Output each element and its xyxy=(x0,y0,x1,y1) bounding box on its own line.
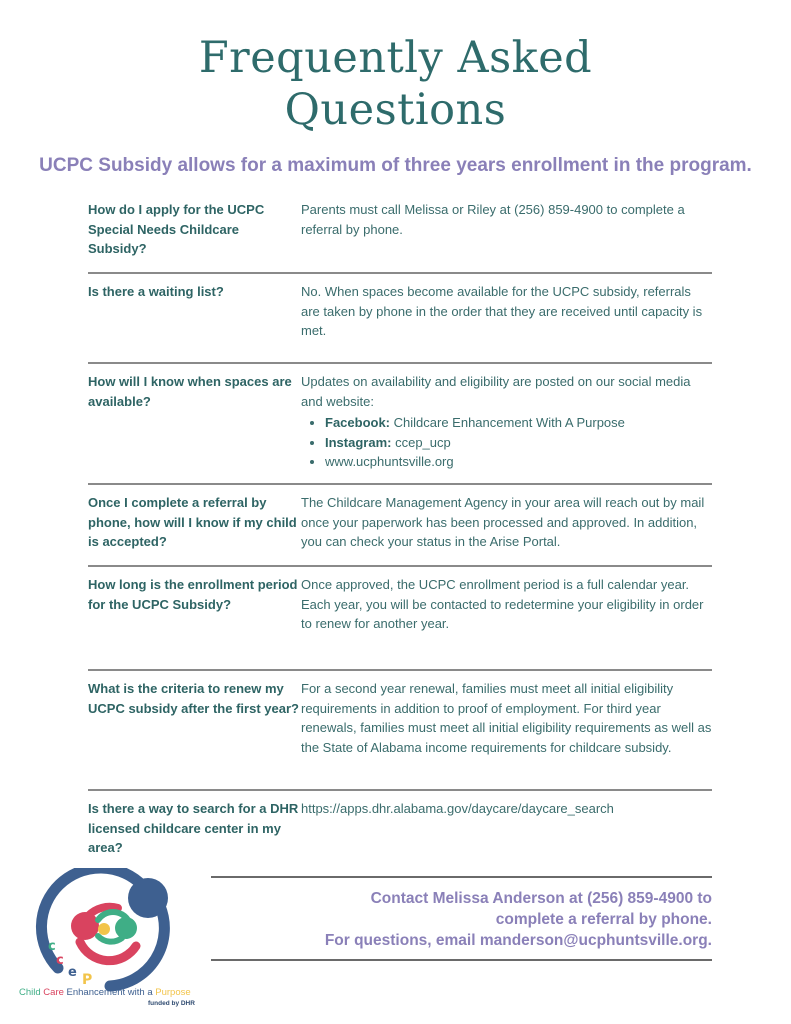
faq-row xyxy=(88,364,712,485)
logo-letter-e: e xyxy=(68,965,77,980)
faq-list xyxy=(88,200,712,861)
faq-answer: For a second year renewal, families must meet all initial eligibility requirements in addition to proof of employment. For third year renewals, families must meet all initial eligibility requirements as well as the State of Alabama income requirements for childcare subsidy. xyxy=(301,681,712,755)
faq-answer-text: Updates on availability and eligibility are posted on our social media and website: xyxy=(301,374,691,409)
contact-line-1: Contact Melissa Anderson at (256) 859-4900 to xyxy=(370,890,712,907)
faq-answer xyxy=(301,799,712,861)
logo-tagline-child: Child xyxy=(19,987,41,998)
footer-divider-top xyxy=(211,876,712,878)
faq-question: Is there a way to search for a DHR licensed childcare center in my area? xyxy=(88,801,299,855)
faq-question: What is the criteria to renew my UCPC subsidy after the first year? xyxy=(88,681,299,716)
logo-letter-c2: c xyxy=(56,953,64,968)
faq-question: Is there a waiting list? xyxy=(88,284,224,299)
page-subtitle: UCPC Subsidy allows for a maximum of three years enrollment in the program. xyxy=(39,155,752,176)
instagram-label: Instagram: xyxy=(325,434,392,450)
facebook-link[interactable]: Childcare Enhancement With A Purpose xyxy=(393,415,625,430)
faq-answer xyxy=(301,372,712,483)
page-title-line-2: Questions xyxy=(284,85,507,135)
logo-letter-c1: c xyxy=(48,939,56,954)
faq-answer: Parents must call Melissa or Riley at (256) 859-4900 to complete a referral by phone. xyxy=(301,202,685,237)
contact-line-2: complete a referral by phone. xyxy=(495,911,712,928)
faq-answer: Once approved, the UCPC enrollment period is a full calendar year. Each year, you will be contacted to redetermine your eligibility in order to renew for another year. xyxy=(301,577,704,631)
facebook-item xyxy=(325,413,712,433)
website-item xyxy=(325,452,712,472)
faq-row xyxy=(88,485,712,567)
page-title-line-1: Frequently Asked xyxy=(198,33,593,83)
logo-tagline-purpose: Purpose xyxy=(155,987,191,998)
instagram-item xyxy=(325,433,712,453)
faq-question: How long is the enrollment period for the UCPC Subsidy? xyxy=(88,577,298,612)
logo-letter-p: P xyxy=(82,972,93,988)
logo-green-circle xyxy=(115,917,137,939)
faq-answer: The Childcare Management Agency in your area will reach out by mail once your paperwork has been processed and approved. In addition, you can check your status in the Arise Portal. xyxy=(301,495,705,549)
facebook-label: Facebook: xyxy=(325,415,391,430)
faq-row xyxy=(88,791,712,861)
logo-tagline xyxy=(19,987,191,998)
logo-yellow-circle xyxy=(98,923,110,935)
faq-row xyxy=(88,567,712,671)
faq-question: Once I complete a referral by phone, how will I know if my child is accepted? xyxy=(88,495,297,549)
website-link[interactable]: www.ucphuntsville.org xyxy=(325,454,454,469)
logo-funded-by: funded by DHR xyxy=(148,1000,195,1007)
contact-block xyxy=(211,888,712,951)
faq-row xyxy=(88,671,712,791)
contact-line-3[interactable]: For questions, email manderson@ucphuntsville.org. xyxy=(324,932,712,949)
faq-answer: No. When spaces become available for the UCPC subsidy, referrals are taken by phone in the order that they are received until capacity is met. xyxy=(301,284,703,338)
social-links-list xyxy=(301,413,712,472)
logo-tagline-enhancement: Enhancement with a xyxy=(66,987,153,998)
faq-question: How will I know when spaces are available? xyxy=(88,374,292,409)
faq-row xyxy=(88,200,712,274)
daycare-search-link[interactable]: https://apps.dhr.alabama.gov/daycare/daycare_search xyxy=(301,801,614,816)
logo-tagline-care: Care xyxy=(43,987,64,998)
footer-divider-bottom xyxy=(211,959,712,961)
logo-red-arc xyxy=(80,942,136,961)
logo-red-circle xyxy=(71,912,99,940)
page-title xyxy=(0,32,791,136)
logo-navy-circle xyxy=(128,878,168,918)
faq-question: How do I apply for the UCPC Special Needs Childcare Subsidy? xyxy=(88,202,265,256)
instagram-link[interactable]: ccep_ucp xyxy=(395,434,451,450)
logo-green-arc-bottom xyxy=(98,936,122,942)
faq-row xyxy=(88,274,712,364)
